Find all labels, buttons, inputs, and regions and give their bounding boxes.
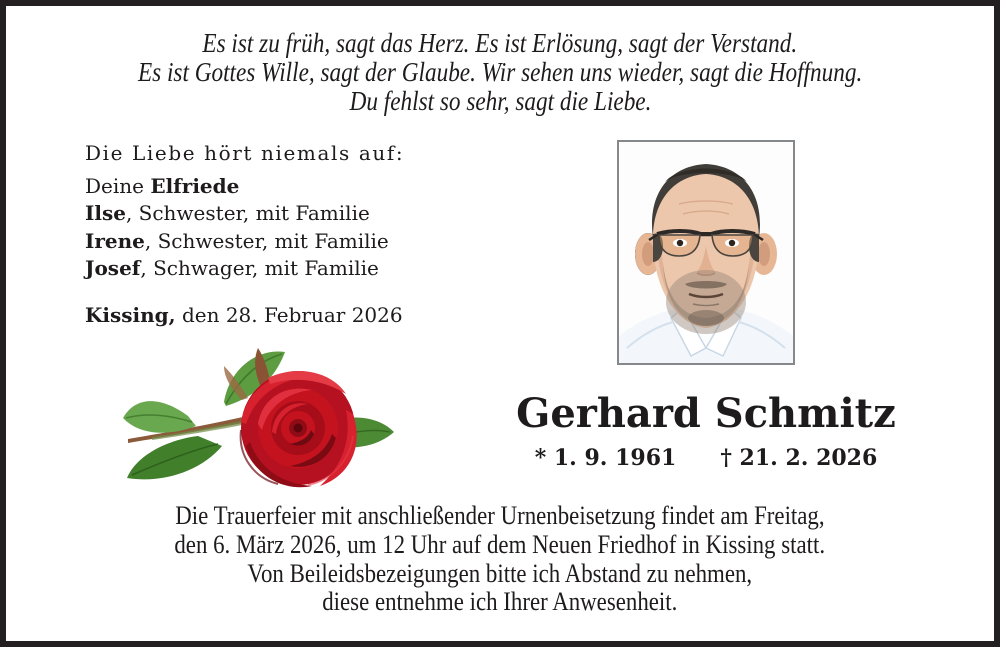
birth-date: * 1. 9. 1961 bbox=[534, 445, 677, 471]
mourner-name: Elfriede bbox=[150, 173, 240, 198]
epigraph-line bbox=[0, 29, 1000, 58]
portrait-svg bbox=[619, 142, 793, 363]
place-date-line bbox=[85, 302, 404, 330]
mourner-name: Ilse bbox=[85, 201, 126, 225]
funeral-line bbox=[0, 502, 1000, 531]
mourner-line bbox=[85, 173, 404, 201]
funeral-line bbox=[0, 560, 1000, 589]
place-name: Kissing, bbox=[85, 302, 176, 327]
mourner-relation: , Schwester, mit Familie bbox=[144, 228, 389, 253]
mourners-block bbox=[85, 140, 404, 329]
funeral-line bbox=[0, 531, 1000, 560]
mourner-prefix: Deine bbox=[85, 173, 151, 198]
portrait-photo bbox=[617, 140, 795, 365]
mourner-line bbox=[85, 255, 404, 283]
epigraph-line bbox=[0, 58, 1000, 87]
mourner-relation: , Schwager, mit Familie bbox=[140, 256, 379, 280]
funeral-line-text: Von Beileidsbezeigungen bitte ich Abstand zu nehmen, bbox=[247, 558, 753, 588]
funeral-line bbox=[0, 588, 1000, 617]
mourner-name: Josef bbox=[85, 256, 141, 280]
funeral-info bbox=[0, 502, 1000, 617]
epigraph-line-text: Du fehlst so sehr, sagt die Liebe. bbox=[349, 86, 651, 116]
rose-image bbox=[122, 342, 402, 494]
mourner-line bbox=[85, 228, 404, 256]
deceased-block bbox=[506, 140, 906, 471]
mourner-name: Irene bbox=[85, 228, 145, 253]
mourners-intro: Die Liebe hört niemals auf: bbox=[85, 141, 405, 165]
funeral-line-text: diese entnehme ich Ihrer Anwesenheit. bbox=[322, 587, 678, 617]
epigraph-line-text: Es ist zu früh, sagt das Herz. Es ist Erlösung, sagt der Verstand. bbox=[202, 28, 798, 58]
epigraph-line-text: Es ist Gottes Wille, sagt der Glaube. Wir sehen uns wieder, sagt die Hoffnung. bbox=[137, 57, 863, 87]
mourner-line bbox=[85, 200, 404, 228]
funeral-line-text: Die Trauerfeier mit anschließender Urnenbeisetzung findet am Freitag, bbox=[175, 501, 825, 530]
deceased-name: Gerhard Schmitz bbox=[516, 390, 896, 437]
funeral-line-text: den 6. März 2026, um 12 Uhr auf dem Neuen Friedhof in Kissing statt. bbox=[174, 529, 826, 559]
mourner-relation: , Schwester, mit Familie bbox=[125, 201, 370, 225]
death-date: † 21. 2. 2026 bbox=[720, 445, 878, 471]
life-dates bbox=[506, 445, 906, 471]
date-text: den 28. Februar 2026 bbox=[175, 302, 403, 327]
epigraph-line bbox=[0, 87, 1000, 116]
epigraph bbox=[0, 29, 1000, 116]
rose-svg bbox=[122, 342, 402, 494]
